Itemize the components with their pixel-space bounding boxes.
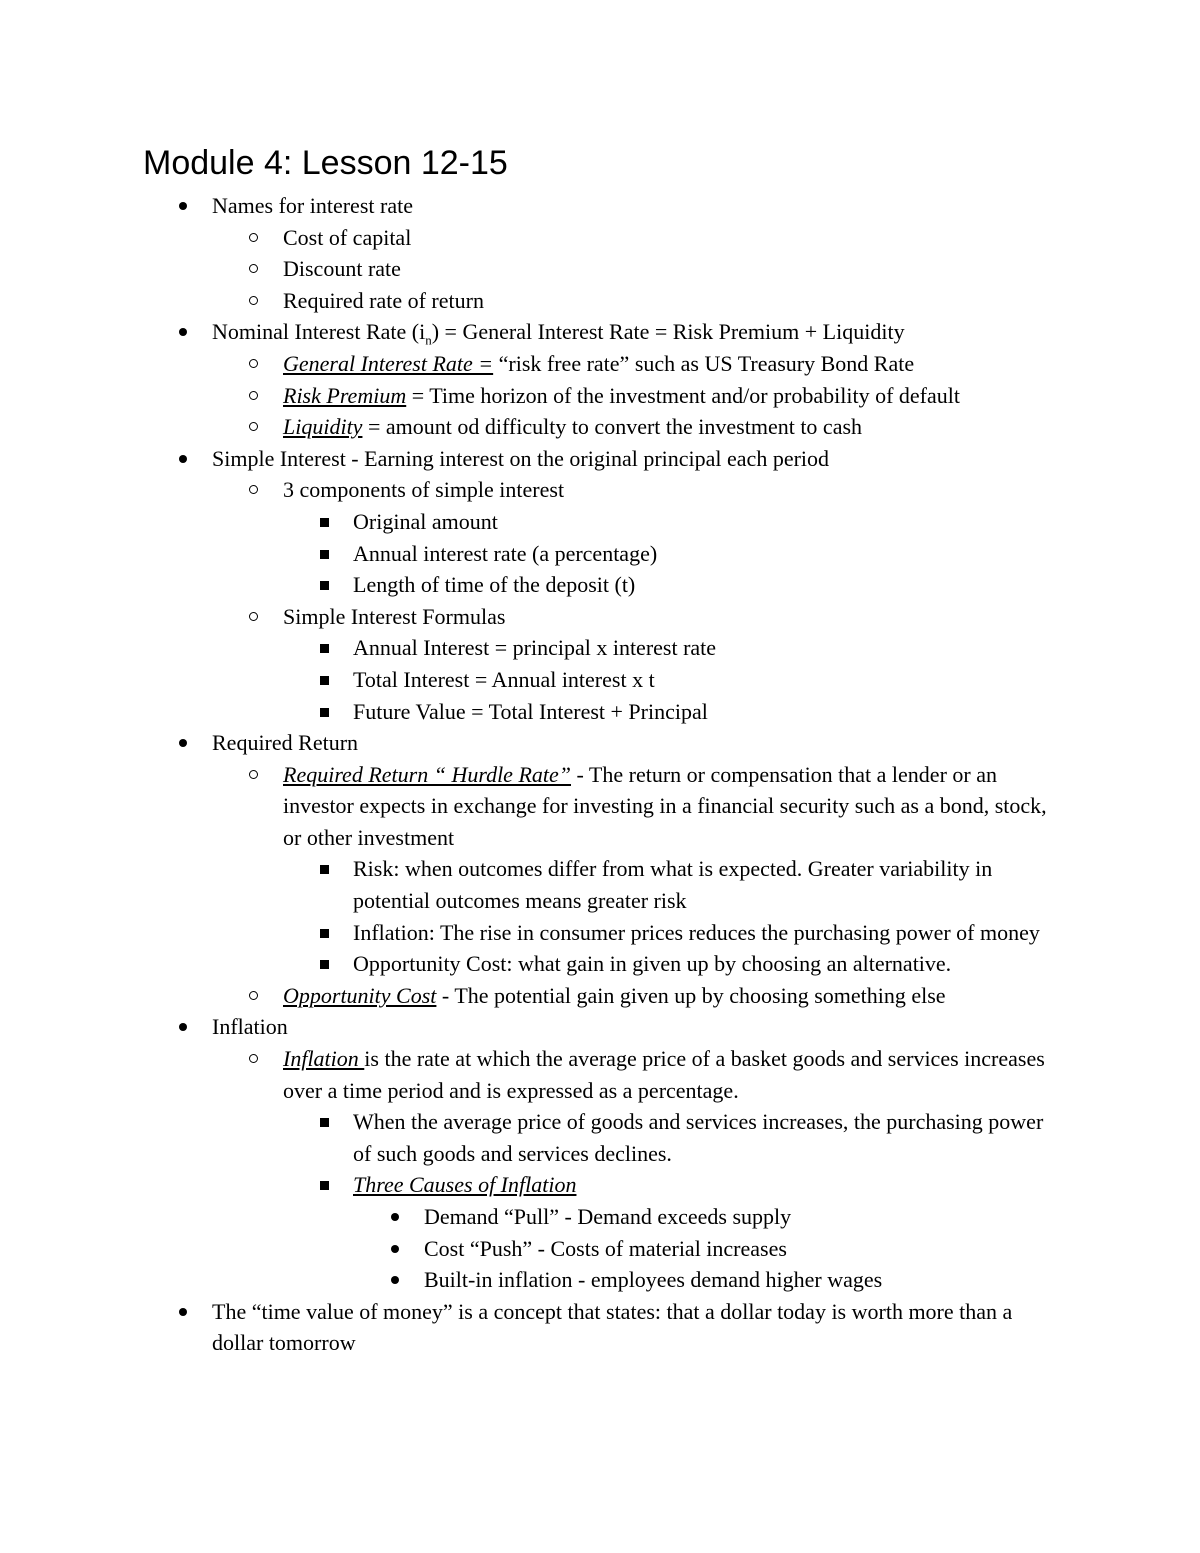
item-text: Discount rate	[283, 256, 401, 282]
item-text: Simple Interest Formulas	[283, 603, 506, 629]
list-item	[0, 601, 1200, 633]
term-opportunity-cost: Opportunity Cost	[283, 982, 437, 1008]
item-text: Cost “Push” - Costs of material increases	[424, 1235, 787, 1261]
item-text: Built-in inflation - employees demand higher wages	[424, 1267, 883, 1293]
item-text: Annual interest rate (a percentage)	[353, 540, 658, 566]
item-text: 3 components of simple interest	[283, 477, 565, 503]
list-item	[0, 1106, 1200, 1169]
term-risk-premium: Risk Premium	[283, 382, 407, 408]
item-text: Names for interest rate	[212, 193, 413, 218]
list-item	[0, 980, 1200, 1012]
list-item	[0, 696, 1200, 728]
list-item	[0, 380, 1200, 412]
list-item	[0, 632, 1200, 664]
list-item	[0, 1169, 1200, 1201]
definition: is the rate at which the average price of a basket goods and services increases over a time period and is expressed as a percentage.	[283, 1046, 1045, 1103]
item-text: When the average price of goods and services increases, the purchasing power of such goods and services declines.	[353, 1109, 1044, 1166]
list-item	[0, 285, 1200, 317]
definition: - The potential gain given up by choosing something else	[436, 982, 946, 1008]
list-item	[0, 190, 1200, 222]
item-text	[283, 1043, 1063, 1106]
item-text: Demand “Pull” - Demand exceeds supply	[424, 1204, 792, 1229]
item-text: Required Return	[212, 730, 359, 756]
list-item	[0, 727, 1200, 759]
page-title: Module 4: Lesson 12-15	[143, 144, 508, 182]
term-general-interest-rate: General Interest Rate =	[283, 350, 494, 376]
item-text: Annual Interest = principal x interest rate	[353, 635, 717, 661]
list-item	[0, 506, 1200, 538]
nominal-text-start: Nominal Interest Rate (i	[212, 319, 426, 345]
list-item	[0, 759, 1200, 854]
list-item	[0, 222, 1200, 254]
item-text: Total Interest = Annual interest x t	[353, 666, 655, 692]
item-text: The “time value of money” is a concept that states: that a dollar today is worth more than a dollar tomorrow	[212, 1298, 1013, 1356]
list-item	[0, 917, 1200, 949]
item-text: Simple Interest - Earning interest on the original principal each period	[212, 445, 830, 471]
definition: = amount od difficulty to convert the investment to cash	[362, 414, 863, 440]
list-item	[0, 411, 1200, 443]
list-item	[0, 1264, 1200, 1296]
item-text	[283, 380, 1200, 412]
item-text: Inflation: The rise in consumer prices reduces the purchasing power of money	[353, 919, 1040, 945]
item-text	[212, 316, 1200, 348]
list-item	[0, 569, 1200, 601]
list-item	[0, 443, 1200, 475]
term-inflation: Inflation	[283, 1046, 365, 1072]
list-item	[0, 253, 1200, 285]
list-item	[0, 538, 1200, 570]
term-liquidity: Liquidity	[283, 414, 363, 440]
item-text: Future Value = Total Interest + Principal	[353, 698, 708, 724]
item-text: Risk: when outcomes differ from what is expected. Greater variability in potential outcomes means greater risk	[353, 856, 993, 914]
list-item	[0, 348, 1200, 380]
item-text	[283, 759, 1063, 854]
list-item	[0, 1296, 1200, 1359]
item-text: Inflation	[212, 1014, 288, 1040]
item-text: Required rate of return	[283, 287, 484, 313]
item-text	[283, 348, 1200, 380]
definition: “risk free rate” such as US Treasury Bond Rate	[493, 350, 915, 376]
item-text: Three Causes of Inflation	[353, 1172, 577, 1198]
nominal-subscript: n	[425, 332, 432, 348]
item-text: Opportunity Cost: what gain in given up by choosing an alternative.	[353, 951, 952, 977]
item-text: Cost of capital	[283, 224, 412, 250]
list-item	[0, 474, 1200, 506]
notes-list	[0, 190, 1200, 1359]
list-item	[0, 1233, 1200, 1265]
list-item	[0, 853, 1200, 916]
list-item	[0, 1201, 1200, 1233]
item-text	[283, 411, 1200, 443]
list-item	[0, 1011, 1200, 1043]
definition: = Time horizon of the investment and/or probability of default	[406, 382, 960, 408]
list-item	[0, 316, 1200, 348]
definition: - The return or compensation that a lender or an investor expects in exchange for investing in a financial security such as a bond, stock, or other investment	[283, 761, 1047, 850]
item-text: Original amount	[353, 508, 498, 534]
item-text: Length of time of the deposit (t)	[353, 572, 636, 598]
list-item	[0, 1043, 1200, 1106]
nominal-text-end: ) = General Interest Rate = Risk Premium + Liquidity	[431, 319, 905, 345]
term-required-return: Required Return “ Hurdle Rate”	[283, 761, 571, 787]
list-item	[0, 664, 1200, 696]
list-item	[0, 948, 1200, 980]
item-text	[283, 980, 1200, 1012]
